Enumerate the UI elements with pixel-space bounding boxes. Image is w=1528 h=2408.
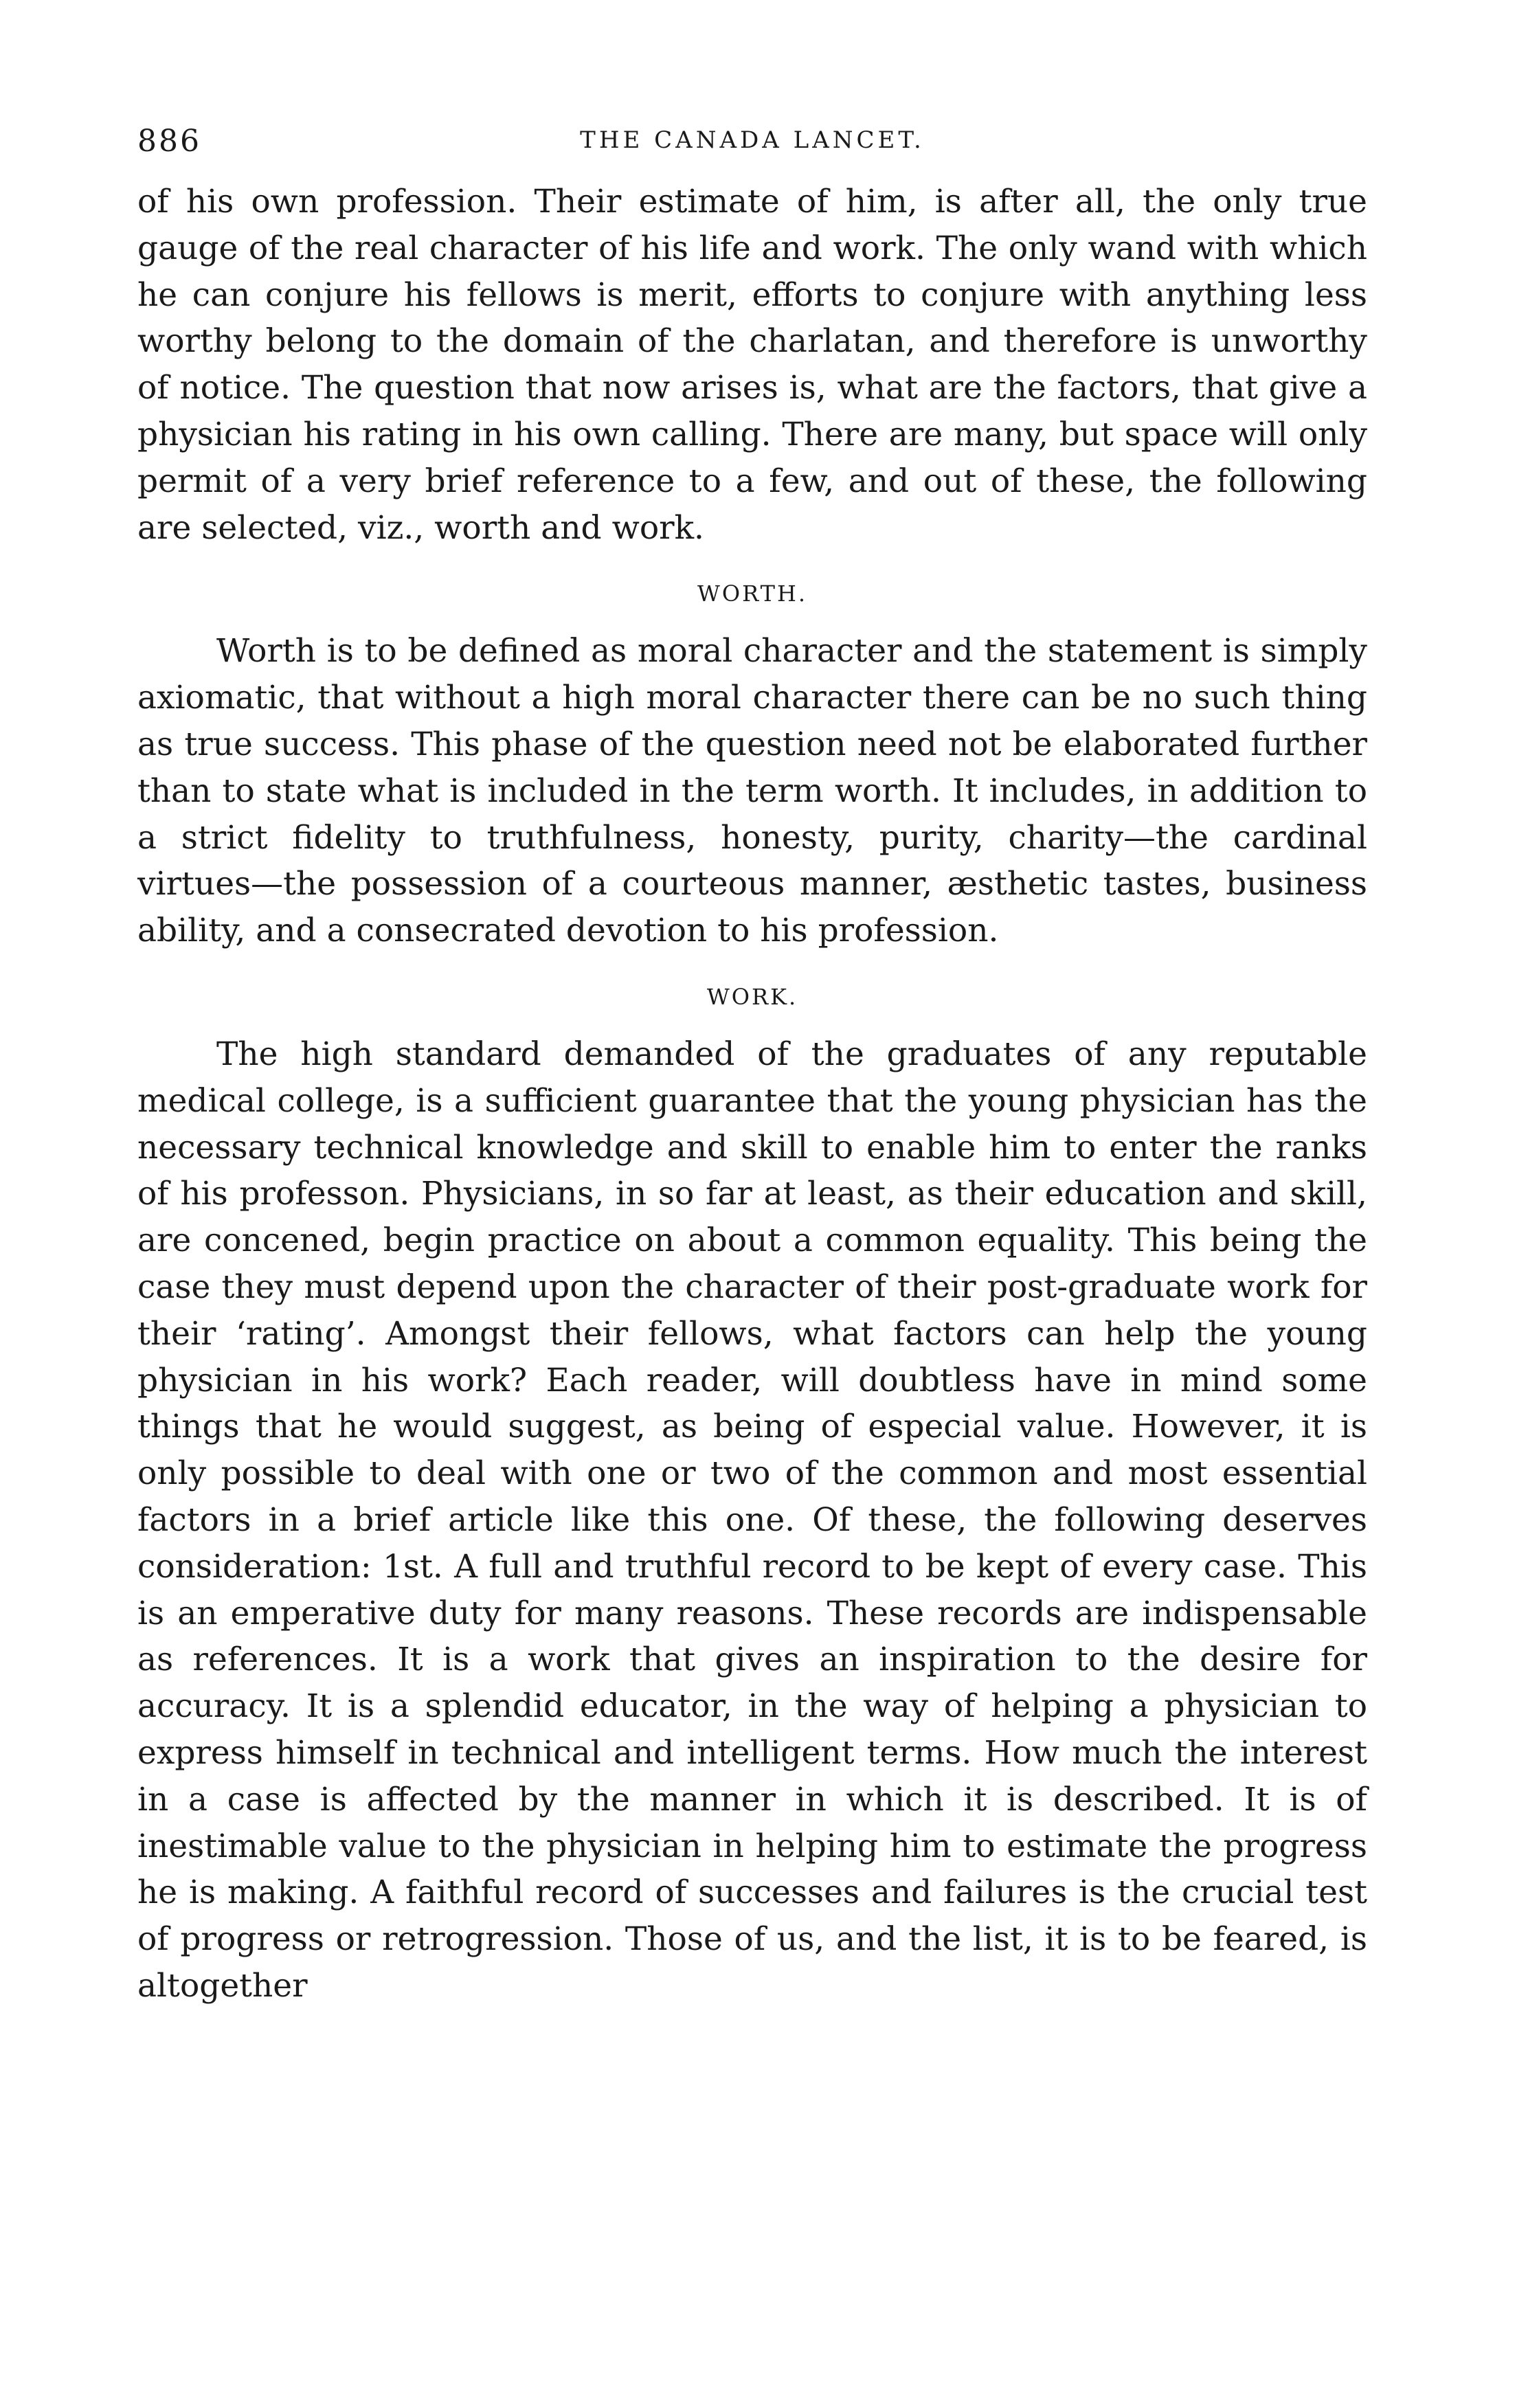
work-paragraph: The high standard demanded of the graduates of any reputable medical college, is a sufficient guarantee that the young physician has the necessary technical knowledge and skill to enable him to enter the ranks of his professon. Physicians, in so far at least, as their education and skill, are concened, begin practice on about a common equality. This being the case they must depend upon the character of their post-graduate work for their ‘rating’. Amongst their fellows, what factors can help the young physician in his work? Each reader, will doubtless have in mind some things that he would suggest, as being of especial value. However, it is only possible to deal with one or two of the common and most essential factors in a brief article like this one. Of these, the following deserves consideration: 1st. A full and truthful record to be kept of every case. This is an emperative duty for many reasons. These records are indispensable as references. It is a work that gives an inspiration to the desire for accuracy. It is a splendid educator, in the way of helping a physician to express himself in technical and intelligent terms. How much the interest in a case is affected by the manner in which it is described. It is of inestimable value to the physician in helping him to estimate the progress he is making. A faithful record of successes and failures is the crucial test of progress or retrogression. Those of us, and the list, it is to be feared, is altogether — [137, 1035, 1367, 2005]
work-heading: WORK. — [706, 983, 798, 1010]
page-number: 886 — [137, 124, 201, 159]
document-page — [137, 103, 1367, 2010]
running-header — [137, 103, 1367, 158]
worth-paragraph: Worth is to be defined as moral character and the statement is simply axiomatic, that without a high moral character there can be no such thing as true success. This phase of the question need not be elaborated further than to state what is included in the term worth. It includes, in addition to a strict fidelity to truthfulness, honesty, purity, charity—the cardinal virtues—the possession of a courteous manner, æsthetic tastes, business ability, and a consecrated devotion to his profession. — [137, 632, 1367, 950]
journal-title: THE CANADA LANCET. — [580, 126, 925, 154]
worth-heading: WORTH. — [697, 581, 808, 607]
intro-paragraph: of his own profession. Their estimate of him, is after all, the only true gauge of the real character of his life and work. The only wand with which he can conjure his fellows is merit, efforts to conjure with anything less worthy belong to the domain of the charlatan, and therefore is unworthy of notice. The question that now arises is, what are the factors, that give a physician his rating in his own calling. There are many, but space will only permit of a very brief reference to a few, and out of these, the following are selected, viz., worth and work. — [137, 183, 1367, 547]
